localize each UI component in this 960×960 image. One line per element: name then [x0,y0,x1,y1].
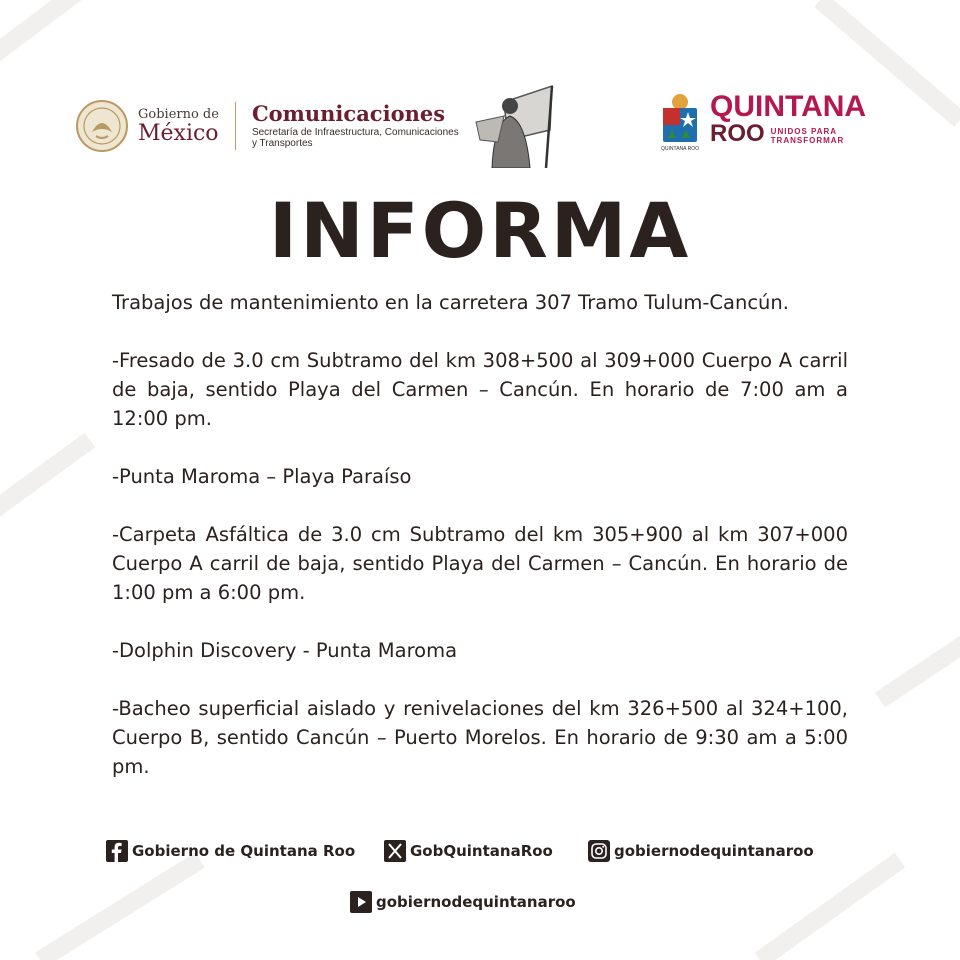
heroine-flag-illustration [474,82,556,168]
paragraph-fresado: -Fresado de 3.0 cm Subtramo del km 308+500 al 309+000 Cuerpo A carril de baja, sentido Playa del Carmen – Cancún. En horario de 7:00 am a 12:00 pm. [112,349,848,430]
headline: INFORMA [268,186,692,275]
comunicaciones-logo [252,103,464,149]
youtube-icon [350,891,372,913]
comunicaciones-title: Comunicaciones [251,101,446,126]
paragraph-bacheo: -Bacheo superficial aislado y renivelaciones del km 326+500 al 324+100, Cuerpo B, sentido Cancún – Puerto Morelos. En horario de 9:30 am a 5:00 pm. [112,697,848,778]
paragraph-intro: Trabajos de mantenimiento en la carretera 307 Tramo Tulum-Cancún. [112,291,789,314]
x-link[interactable] [384,840,553,862]
x-label: GobQuintanaRoo [410,842,553,860]
x-icon [384,840,406,862]
instagram-link[interactable] [588,840,814,862]
svg-text:QUINTANA ROO: QUINTANA ROO [661,146,699,152]
mexico-text: México [138,120,219,146]
quintana-roo-shield-icon [660,92,700,152]
quintana-text: QUINTANA [710,90,867,123]
quintana-roo-logo [660,92,866,152]
facebook-link[interactable] [106,840,355,862]
logo-divider [235,102,236,150]
slogan-line-2: TRANSFORMAR [770,136,845,145]
youtube-link[interactable] [350,891,576,913]
instagram-label: gobiernodequintanaroo [614,842,814,860]
paragraph-section-2: -Dolphin Discovery - Punta Maroma [112,639,458,662]
facebook-icon [106,840,128,862]
announcement-body [112,288,848,810]
youtube-label: gobiernodequintanaroo [376,893,576,911]
gobierno-small-text: Gobierno de [138,106,219,122]
slogan-line-1: UNIDOS PARA [770,127,838,136]
roo-text: ROO [710,120,765,147]
paragraph-carpeta: -Carpeta Asfáltica de 3.0 cm Subtramo del km 305+900 al km 307+000 Cuerpo A carril de baja, sentido Playa del Carmen – Cancún. En horario de 1:00 pm a 6:00 pm. [112,523,848,604]
comunicaciones-subtitle: Secretaría de Infraestructura, Comunicaciones y Transportes [251,127,459,149]
gobierno-mexico-logo [76,100,464,152]
national-seal-icon [76,100,128,152]
instagram-icon [588,840,610,862]
slogan [771,127,845,145]
facebook-label: Gobierno de Quintana Roo [132,842,356,860]
paragraph-section-1: -Punta Maroma – Playa Paraíso [112,465,412,488]
